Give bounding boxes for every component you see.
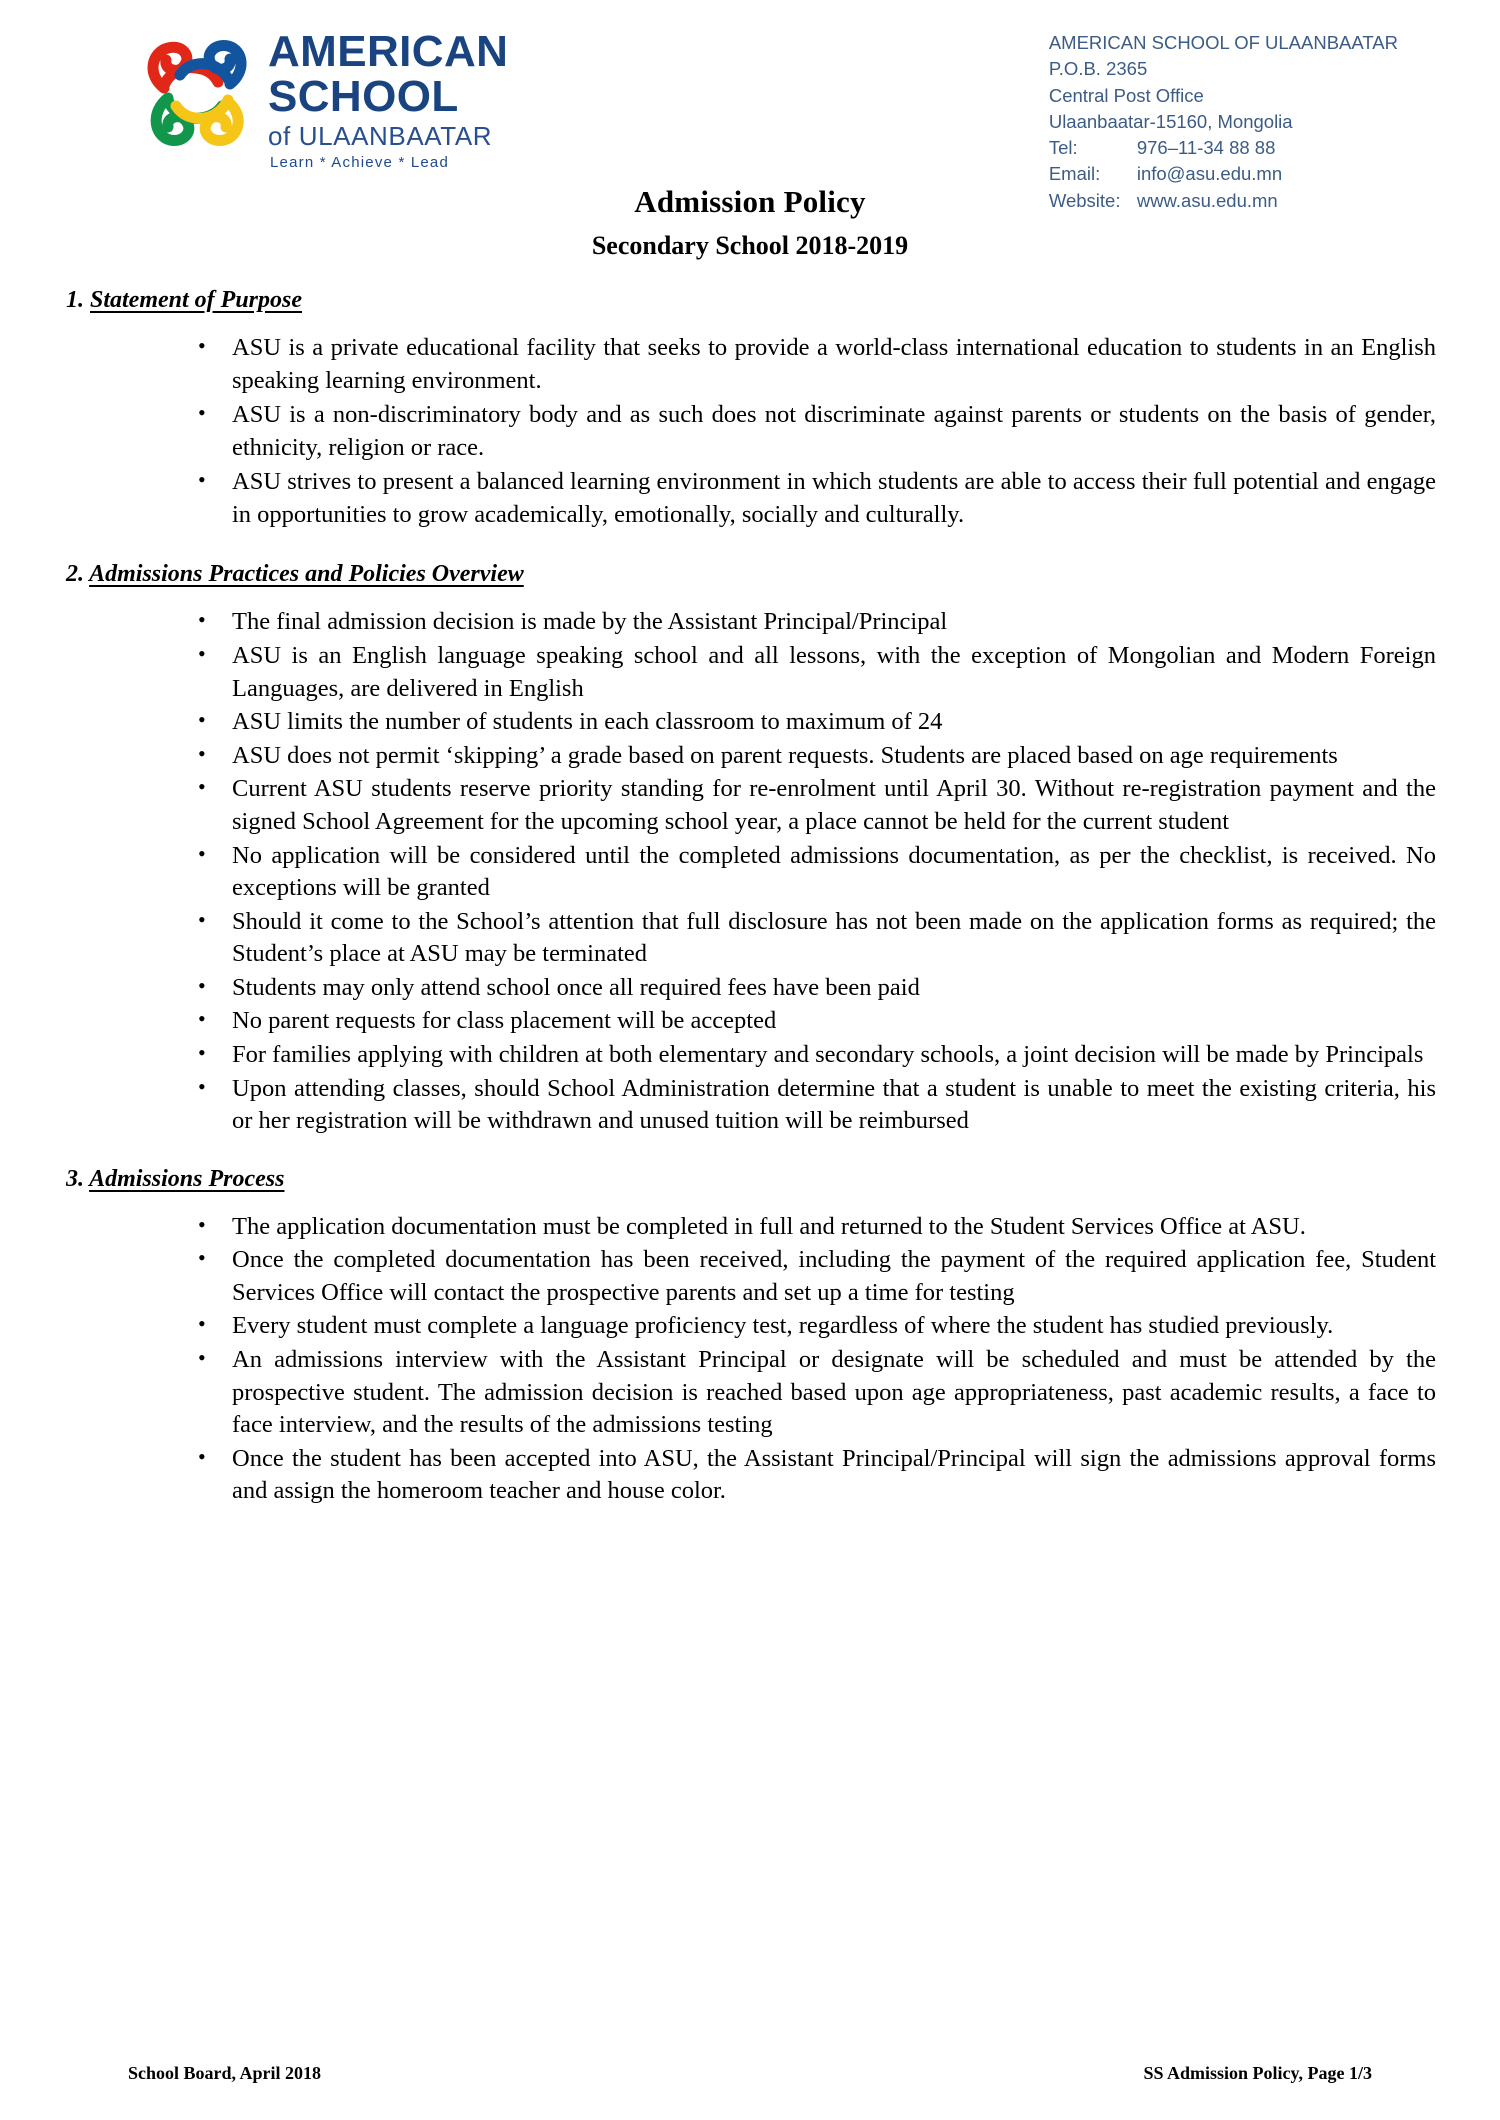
logo-line-american: AMERICAN bbox=[268, 27, 509, 76]
contact-school-name: AMERICAN SCHOOL OF ULAANBAATAR bbox=[1048, 32, 1398, 53]
list-item: • ASU is a private educational facility that seeks to provide a world-class international education to students in an English speaking learning environment. bbox=[170, 332, 1436, 397]
list-item: • Once the student has been accepted into ASU, the Assistant Principal/Principal will sign the admissions approval forms and assign the homeroom teacher and house color. bbox=[170, 1443, 1436, 1508]
list-item: • ASU is an English language speaking school and all lessons, with the exception of Mongolian and Modern Foreign Languages, are delivered in English bbox=[170, 640, 1436, 705]
section-number: 3. bbox=[66, 1165, 84, 1192]
contact-website-label: Website: bbox=[1048, 189, 1121, 211]
list-item: • ASU limits the number of students in each classroom to maximum of 24 bbox=[170, 706, 1436, 739]
list-item: • Students may only attend school once all required fees have been paid bbox=[170, 972, 1436, 1005]
list-item: • Should it come to the School’s attention that full disclosure has not been made on the application forms as required; the Student’s place at ASU may be terminated bbox=[170, 906, 1436, 971]
contact-tel bbox=[1049, 135, 1398, 161]
bullet-list bbox=[62, 332, 1438, 531]
contact-tel-value: 976–11-34 88 88 bbox=[1136, 137, 1276, 159]
page-title: Admission Policy bbox=[634, 184, 866, 219]
section-title: Statement of Purpose bbox=[90, 287, 303, 313]
contact-post-office: Central Post Office bbox=[1048, 84, 1204, 106]
contact-pob: P.O.B. 2365 bbox=[1048, 58, 1148, 80]
list-item: • No application will be considered until the completed admissions documentation, as per the checklist, is received. No exceptions will be granted bbox=[170, 840, 1436, 905]
contact-email-value[interactable]: info@asu.edu.mn bbox=[1136, 163, 1283, 185]
bullet-list bbox=[62, 606, 1438, 1137]
list-item: • The final admission decision is made by the Assistant Principal/Principal bbox=[170, 606, 1436, 639]
section-heading bbox=[62, 561, 1438, 588]
section-admissions-process bbox=[62, 1166, 1438, 1508]
footer-right: SS Admission Policy, Page 1/3 bbox=[1143, 2063, 1372, 2083]
asu-logo-icon bbox=[134, 26, 262, 158]
list-item: • The application documentation must be completed in full and returned to the Student Services Office at ASU. bbox=[170, 1211, 1436, 1244]
contact-tel-label: Tel: bbox=[1048, 137, 1078, 159]
list-item: • ASU does not permit ‘skipping’ a grade based on parent requests. Students are placed based on age requirements bbox=[170, 740, 1436, 773]
section-title: Admissions Practices and Policies Overview bbox=[89, 561, 524, 588]
section-number: 2. bbox=[66, 561, 84, 588]
list-item: • For families applying with children at both elementary and secondary schools, a joint decision will be made by Principals bbox=[170, 1039, 1436, 1072]
document-footer bbox=[62, 2063, 1438, 2084]
logo-line-school: SCHOOL bbox=[268, 72, 459, 121]
list-item: • Current ASU students reserve priority standing for re-enrolment until April 30. Without re-registration payment and the signed School Agreement for the upcoming school year, a place cannot be held for the current student bbox=[170, 773, 1436, 838]
contact-email-label: Email: bbox=[1048, 163, 1101, 185]
footer-left: School Board, April 2018 bbox=[128, 2063, 322, 2083]
section-admissions-practices bbox=[62, 561, 1438, 1137]
school-logo bbox=[134, 22, 508, 170]
logo-tagline: Learn * Achieve * Lead bbox=[270, 154, 450, 171]
contact-website bbox=[1049, 188, 1398, 214]
list-item: • ASU is a non-discriminatory body and as such does not discriminate against parents or students on the basis of gender, ethnicity, religion or race. bbox=[170, 399, 1436, 464]
contact-email bbox=[1049, 161, 1398, 187]
list-item: • No parent requests for class placement will be accepted bbox=[170, 1005, 1436, 1038]
section-number: 1. bbox=[66, 287, 84, 313]
section-heading bbox=[62, 287, 1438, 314]
section-statement-of-purpose bbox=[62, 287, 1438, 531]
section-heading bbox=[62, 1166, 1438, 1193]
contact-info bbox=[1049, 22, 1398, 214]
section-title: Admissions Process bbox=[89, 1165, 285, 1192]
bullet-list bbox=[62, 1211, 1438, 1508]
page-subtitle: Secondary School 2018-2019 bbox=[591, 231, 909, 260]
list-item: • Once the completed documentation has been received, including the payment of the required application fee, Student Services Office will contact the prospective parents and set up a time for testing bbox=[170, 1244, 1436, 1309]
logo-line-ulaanbaatar: of ULAANBAATAR bbox=[268, 121, 493, 151]
list-item: • An admissions interview with the Assistant Principal or designate will be scheduled and must be attended by the prospective student. The admission decision is reached based upon age appropriateness, past academic results, a face to face interview, and the results of the admissions testing bbox=[170, 1344, 1436, 1442]
list-item: • Upon attending classes, should School Administration determine that a student is unable to meet the existing criteria, his or her registration will be withdrawn and unused tuition will be reimbursed bbox=[170, 1073, 1436, 1138]
contact-website-value[interactable]: www.asu.edu.mn bbox=[1136, 189, 1278, 211]
contact-city: Ulaanbaatar-15160, Mongolia bbox=[1048, 110, 1293, 132]
logo-wordmark bbox=[268, 22, 508, 170]
list-item: • Every student must complete a language proficiency test, regardless of where the student has studied previously. bbox=[170, 1310, 1436, 1343]
list-item: • ASU strives to present a balanced learning environment in which students are able to access their full potential and engage in opportunities to grow academically, emotionally, socially and culturally. bbox=[170, 466, 1436, 531]
